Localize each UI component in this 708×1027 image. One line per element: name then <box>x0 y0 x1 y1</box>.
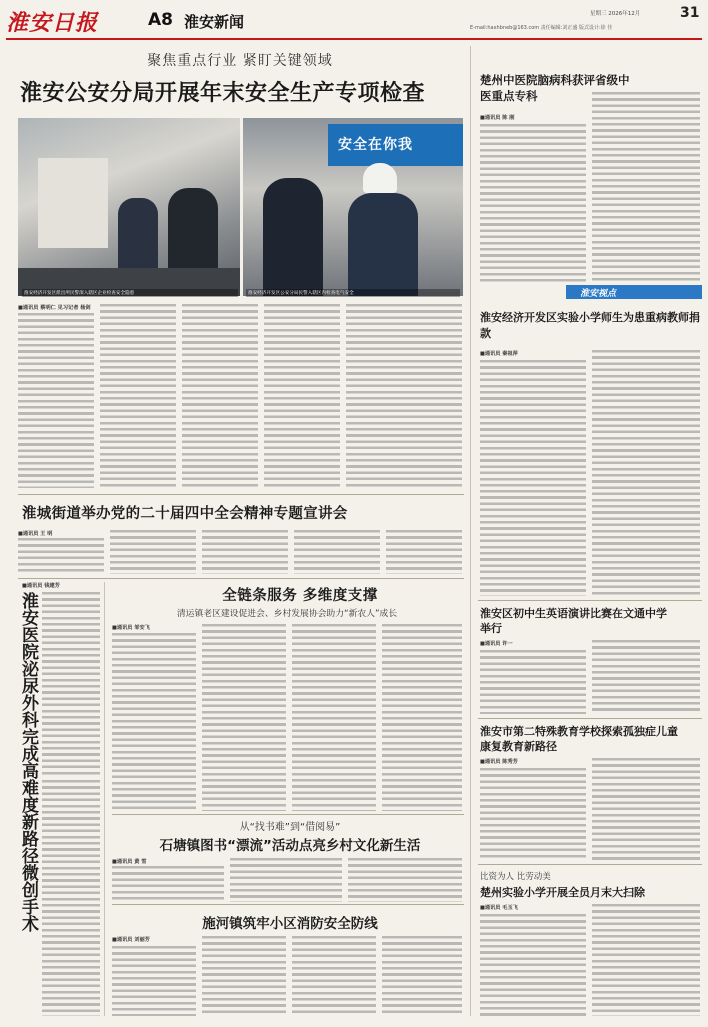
meeting-top-rule <box>18 494 464 495</box>
service-subtitle: 清运镇老区建设促进会、乡村发展协会助力“新农人”成长 <box>176 609 398 619</box>
column-divider <box>470 46 471 1016</box>
right-top-body-col1 <box>480 124 586 284</box>
meeting-bottom-rule <box>18 578 464 579</box>
meeting-title: 淮城街道举办党的二十届四中全会精神专题宣讲会 <box>22 506 348 522</box>
books-body-col1 <box>112 866 224 902</box>
english-body-col2 <box>592 640 700 714</box>
vertical-body-upper <box>42 592 100 778</box>
fire-body-col3 <box>292 936 376 1016</box>
meeting-body-col4 <box>294 530 380 574</box>
english-body-col1 <box>480 650 586 714</box>
lead-body-col2 <box>100 304 176 488</box>
lead-kicker: 聚焦重点行业 紧盯关键领域 <box>147 53 333 69</box>
cleanup-body-col2 <box>592 904 700 1016</box>
books-body-col2 <box>230 858 342 902</box>
masthead <box>0 0 708 40</box>
books-byline: ■通讯员 黄 雪 <box>112 859 147 865</box>
cleanup-title: 楚州实验小学开展全员月末大扫除 <box>480 886 645 899</box>
vertical-title: 淮安医院泌尿外科完成高难度新路径微创手术 <box>18 592 38 932</box>
right-mid-byline: ■通讯员 秦祖萍 <box>480 351 518 357</box>
lead-photo-left <box>18 118 240 296</box>
right-mid-body-col2 <box>592 350 700 596</box>
caption-right: 淮安经济开发区公安分局民警入辖区内检查电气安全 <box>246 289 460 297</box>
cleanup-byline: ■通讯员 毛玉飞 <box>480 905 518 911</box>
service-byline: ■通讯员 邹安飞 <box>112 625 150 631</box>
vertical-byline: ■通讯员 钱建芳 <box>22 583 60 589</box>
day-number: 31 <box>680 5 700 21</box>
fire-body-col2 <box>202 936 286 1016</box>
vertical-body-lower <box>42 780 100 1016</box>
right-mid-body-col1b <box>480 490 586 596</box>
meeting-byline: ■通讯员 王 明 <box>18 531 53 537</box>
caption-left: 淮安经济开发区派出所民警深入辖区企业检查安全隐患 <box>22 289 238 297</box>
fire-byline: ■通讯员 刘丽芳 <box>112 937 150 943</box>
lead-body-col4 <box>264 304 340 488</box>
books-top-rule <box>112 814 464 815</box>
special-title: 淮安市第二特殊教育学校探索孤独症儿童康复教育新路径 <box>480 725 678 753</box>
lead-body-col5 <box>346 304 462 488</box>
date-line: 星期三 2026年12月 <box>590 11 641 17</box>
meeting-body-col5 <box>386 530 462 574</box>
fire-top-rule <box>112 904 464 905</box>
lead-body-col1 <box>18 313 94 488</box>
lead-title: 淮安公安分局开展年末安全生产专项检查 <box>20 81 426 106</box>
special-byline: ■通讯员 陈秀芳 <box>480 759 518 765</box>
masthead-logo: 淮安日报 <box>6 10 99 36</box>
section-name: 淮安新闻 <box>184 13 245 31</box>
special-top-rule <box>478 718 702 719</box>
english-byline: ■通讯员 许一 <box>480 641 513 647</box>
service-title: 全链条服务 多维度支撑 <box>222 588 378 604</box>
cleanup-body-col1 <box>480 914 586 1016</box>
books-kicker: 从“找书难”到“借阅易” <box>239 822 341 833</box>
right-mid-body-col1 <box>480 360 586 490</box>
service-body-col4 <box>382 624 462 811</box>
meeting-body-col3 <box>202 530 288 574</box>
special-body-col2 <box>592 758 700 860</box>
books-body-col3 <box>348 858 462 902</box>
english-top-rule <box>478 600 702 601</box>
right-top-title: 楚州中医院脑病科获评省级中医重点专科 <box>480 73 630 103</box>
special-body-col1 <box>480 768 586 860</box>
fire-title: 施河镇筑牢小区消防安全防线 <box>202 916 378 932</box>
lead-body-col3 <box>182 304 258 488</box>
books-title: 石塘镇图书“漂流”活动点亮乡村文化新生活 <box>159 838 421 854</box>
meeting-body-col1 <box>18 538 104 574</box>
vertical-divider <box>104 582 105 1016</box>
right-top-byline: ■通讯员 陈 刚 <box>480 115 515 121</box>
contact-line: E-mail:haxhbneb@163.com 责任编辑:刘正盛 版式设计:徐 佳 <box>470 25 613 31</box>
service-body-col1 <box>112 633 196 811</box>
cleanup-top-rule <box>478 864 702 865</box>
fire-body-col4 <box>382 936 462 1016</box>
service-body-col3 <box>292 624 376 811</box>
safety-sign: 安全在你我 <box>338 137 413 153</box>
service-body-col2 <box>202 624 286 811</box>
meeting-body-col2 <box>110 530 196 574</box>
page-number: A8 <box>148 10 173 30</box>
right-mid-title: 淮安经济开发区实验小学师生为患重病教师捐款 <box>480 311 700 340</box>
right-top-body-col2 <box>592 92 700 284</box>
fire-body-col1 <box>112 946 196 1016</box>
english-title: 淮安区初中生英语演讲比赛在文通中学举行 <box>480 607 667 635</box>
lead-byline: ■通讯员 蔡明仁 见习记者 杨剑 <box>18 305 91 311</box>
cleanup-kicker: 比资为人 比劳动美 <box>480 872 551 882</box>
tag-label: 淮安视点 <box>580 289 617 299</box>
lead-photo-right <box>243 118 463 296</box>
masthead-rule <box>6 38 702 40</box>
